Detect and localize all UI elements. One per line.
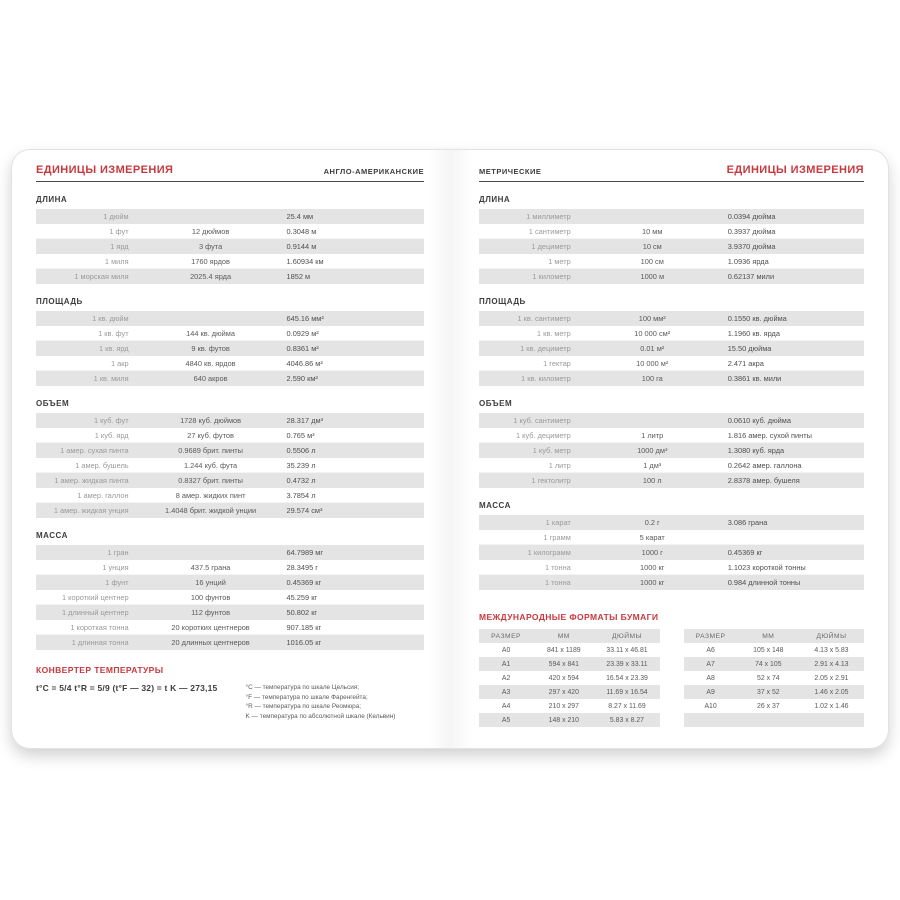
right-page-header xyxy=(479,164,864,182)
value-cell: 0.8361 м² xyxy=(286,344,319,353)
equivalent-cell: 1000 дм³ xyxy=(637,446,668,455)
unit-cell: 1 амер. сухая пинта xyxy=(60,446,129,455)
paper-table xyxy=(684,629,865,727)
size-cell: A6 xyxy=(706,646,715,654)
value-cell: 0.2642 амер. галлона xyxy=(727,461,802,470)
paper-formats xyxy=(479,612,864,727)
value-cell: 35.239 л xyxy=(286,461,316,470)
units-section xyxy=(479,501,864,590)
units-section xyxy=(36,531,424,650)
table-row xyxy=(36,590,424,605)
units-table xyxy=(479,413,864,488)
paper-header-row xyxy=(684,629,865,643)
equivalent-cell: 1000 кг xyxy=(640,563,665,572)
left-sections xyxy=(36,195,424,650)
inches-cell: 1.02 x 1.46 xyxy=(814,702,849,710)
units-section xyxy=(36,399,424,518)
section-title: ПЛОЩАДЬ xyxy=(479,297,526,306)
equivalent-cell: 1000 г xyxy=(641,548,663,557)
equivalent-cell: 20 коротких центнеров xyxy=(171,623,250,632)
value-cell: 4046.86 м² xyxy=(286,359,323,368)
paper-header-cell: РАЗМЕР xyxy=(491,632,522,640)
equivalent-cell: 1 литр xyxy=(641,431,664,440)
paper-row xyxy=(479,671,660,685)
value-cell: 0.3861 кв. мили xyxy=(727,374,782,383)
equivalent-cell: 0.8327 брит. пинты xyxy=(178,476,243,485)
table-row xyxy=(479,209,864,224)
size-cell: A5 xyxy=(501,716,511,724)
unit-cell: 1 короткий центнер xyxy=(62,593,129,602)
equivalent-cell: 100 фунтов xyxy=(190,593,231,602)
equivalent-cell: 20 длинных центнеров xyxy=(171,638,250,647)
paper-row xyxy=(479,685,660,699)
unit-cell: 1 фунт xyxy=(105,578,129,587)
mm-cell: 594 x 841 xyxy=(548,660,579,668)
unit-cell: 1 кв. фут xyxy=(98,329,129,338)
table-row xyxy=(36,254,424,269)
equivalent-cell: 10 см xyxy=(642,242,662,251)
units-left-page xyxy=(12,150,450,748)
unit-cell: 1 килограмм xyxy=(527,548,571,557)
value-cell: 1.816 амер. сухой пинты xyxy=(727,431,812,440)
paper-row xyxy=(684,699,865,713)
value-cell: 0.3937 дюйма xyxy=(727,227,776,236)
section-title: ДЛИНА xyxy=(36,195,68,204)
table-row xyxy=(36,605,424,620)
unit-cell: 1 кв. сантиметр xyxy=(517,314,571,323)
table-row xyxy=(479,311,864,326)
unit-cell: 1 гектолитр xyxy=(531,476,571,485)
table-row xyxy=(36,545,424,560)
value-cell: 0.765 м³ xyxy=(286,431,315,440)
unit-cell: 1 куб. дециметр xyxy=(515,431,571,440)
unit-cell: 1 куб. сантиметр xyxy=(513,416,571,425)
value-cell: 0.45369 кг xyxy=(286,578,322,587)
table-row xyxy=(479,269,864,284)
size-cell: A0 xyxy=(501,646,511,654)
section-title: ПЛОЩАДЬ xyxy=(36,297,83,306)
size-cell: A7 xyxy=(706,660,715,668)
table-row xyxy=(36,341,424,356)
unit-cell: 1 фут xyxy=(109,227,129,236)
paper-row xyxy=(684,685,865,699)
equivalent-cell: 10 000 см² xyxy=(634,329,671,338)
table-row xyxy=(479,545,864,560)
value-cell: 2.471 акра xyxy=(727,359,764,368)
equivalent-cell: 16 унций xyxy=(195,578,226,587)
equivalent-cell: 10 000 м² xyxy=(636,359,669,368)
value-cell: 1.60934 км xyxy=(286,257,324,266)
paper-header-row xyxy=(479,629,660,643)
table-row xyxy=(479,428,864,443)
table-row xyxy=(36,620,424,635)
inches-cell: 5.83 x 8.27 xyxy=(609,716,645,724)
value-cell: 0.0394 дюйма xyxy=(727,212,776,221)
paper-rows xyxy=(684,643,865,727)
unit-cell: 1 амер. жидкая пинта xyxy=(54,476,129,485)
table-row xyxy=(36,575,424,590)
table-row xyxy=(479,458,864,473)
unit-cell: 1 амер. жидкая унция xyxy=(53,506,129,515)
equivalent-cell: 100 га xyxy=(641,374,663,383)
temp-formula: t°C = 5/4 t°R = 5/9 (t°F — 32) = t K — 273,15 xyxy=(36,683,218,693)
unit-cell: 1 миллиметр xyxy=(526,212,571,221)
table-row xyxy=(36,503,424,518)
table-row xyxy=(479,254,864,269)
table-row xyxy=(479,530,864,545)
table-row xyxy=(36,473,424,488)
equivalent-cell: 0.01 м² xyxy=(640,344,665,353)
equivalent-cell: 3 фута xyxy=(198,242,223,251)
table-row xyxy=(36,560,424,575)
page-subtitle: МЕТРИЧЕСКИЕ xyxy=(479,167,542,176)
equivalent-cell: 8 амер. жидких пинт xyxy=(175,491,246,500)
value-cell: 3.9370 дюйма xyxy=(727,242,776,251)
table-row xyxy=(479,473,864,488)
value-cell: 1.0936 ярда xyxy=(727,257,769,266)
units-table xyxy=(36,545,424,650)
equivalent-cell: 640 акров xyxy=(193,374,228,383)
table-row xyxy=(36,311,424,326)
inches-cell: 23.39 x 33.11 xyxy=(606,660,648,668)
value-cell: 0.3048 м xyxy=(286,227,317,236)
left-page-header xyxy=(36,164,424,182)
value-cell: 64.7989 мг xyxy=(286,548,324,557)
equivalent-cell: 2025.4 ярда xyxy=(190,272,232,281)
table-row xyxy=(479,326,864,341)
unit-cell: 1 амер. галлон xyxy=(77,491,129,500)
unit-cell: 1 тонна xyxy=(544,563,571,572)
paper-header-cell: ММ xyxy=(762,632,775,640)
unit-cell: 1 кв. метр xyxy=(536,329,571,338)
value-cell: 3.7854 л xyxy=(286,491,316,500)
units-section xyxy=(479,399,864,488)
page-subtitle: АНГЛО-АМЕРИКАНСКИЕ xyxy=(323,167,424,176)
value-cell: 0.0929 м² xyxy=(286,329,319,338)
value-cell: 1852 м xyxy=(286,272,311,281)
temp-note: °C — температура по шкале Цельсия; xyxy=(245,684,360,691)
inches-cell: 4.13 x 5.83 xyxy=(814,646,849,654)
equivalent-cell: 1.4048 брит. жидкой унции xyxy=(165,506,257,515)
value-cell: 2.8378 амер. бушеля xyxy=(727,476,800,485)
unit-cell: 1 сантиметр xyxy=(528,227,571,236)
table-row xyxy=(36,428,424,443)
paper-header-cell: ДЮЙМЫ xyxy=(611,632,643,640)
table-row xyxy=(36,635,424,650)
inches-cell: 1.46 x 2.05 xyxy=(814,688,849,696)
unit-cell: 1 короткая тонна xyxy=(70,623,129,632)
mm-cell: 37 x 52 xyxy=(757,688,780,696)
equivalent-cell: 1728 куб. дюймов xyxy=(180,416,242,425)
inches-cell: 16.54 x 23.39 xyxy=(606,674,648,682)
section-title: ДЛИНА xyxy=(479,195,511,204)
paper-row xyxy=(684,643,865,657)
size-cell: A1 xyxy=(501,660,511,668)
equivalent-cell: 1760 ярдов xyxy=(191,257,230,266)
paper-rows xyxy=(479,643,660,727)
unit-cell: 1 куб. метр xyxy=(532,446,571,455)
unit-cell: 1 кв. дюйм xyxy=(92,314,129,323)
unit-cell: 1 куб. ярд xyxy=(94,431,129,440)
table-row xyxy=(36,209,424,224)
units-table xyxy=(36,413,424,518)
unit-cell: 1 гектар xyxy=(543,359,571,368)
unit-cell: 1 грамм xyxy=(543,533,571,542)
unit-cell: 1 кв. километр xyxy=(521,374,571,383)
unit-cell: 1 ярд xyxy=(110,242,129,251)
unit-cell: 1 длинный центнер xyxy=(62,608,129,617)
equivalent-cell: 0.2 г xyxy=(644,518,660,527)
unit-cell: 1 метр xyxy=(548,257,571,266)
units-section xyxy=(479,297,864,386)
unit-cell: 1 километр xyxy=(532,272,571,281)
equivalent-cell: 1 дм³ xyxy=(643,461,662,470)
table-row xyxy=(479,224,864,239)
value-cell: 0.45369 кг xyxy=(727,548,763,557)
size-cell: A2 xyxy=(501,674,511,682)
inches-cell: 11.69 x 16.54 xyxy=(606,688,648,696)
value-cell: 50.802 кг xyxy=(286,608,318,617)
value-cell: 1016.05 кг xyxy=(286,638,322,647)
paper-row xyxy=(479,699,660,713)
inches-cell: 2.05 x 2.91 xyxy=(814,674,849,682)
table-row xyxy=(36,443,424,458)
paper-row xyxy=(684,671,865,685)
size-cell: A3 xyxy=(501,688,511,696)
section-title: ОБЪЕМ xyxy=(36,399,70,408)
unit-cell: 1 гран xyxy=(107,548,129,557)
value-cell: 0.5506 л xyxy=(286,446,316,455)
paper-tables xyxy=(479,629,864,727)
unit-cell: 1 кв. дециметр xyxy=(520,344,571,353)
temp-converter xyxy=(36,665,424,721)
unit-cell: 1 морская миля xyxy=(74,272,129,281)
unit-cell: 1 амер. бушель xyxy=(75,461,129,470)
units-table xyxy=(479,209,864,284)
value-cell: 1.1960 кв. ярда xyxy=(727,329,780,338)
equivalent-cell: 100 л xyxy=(642,476,662,485)
table-row xyxy=(36,356,424,371)
unit-cell: 1 тонна xyxy=(544,578,571,587)
units-section xyxy=(36,195,424,284)
paper-row xyxy=(684,713,865,727)
equivalent-cell: 100 см xyxy=(640,257,664,266)
table-row xyxy=(36,371,424,386)
paper-header-cell: РАЗМЕР xyxy=(695,632,726,640)
table-row xyxy=(479,515,864,530)
units-table xyxy=(479,515,864,590)
size-cell: A9 xyxy=(706,688,715,696)
value-cell: 15.50 дюйма xyxy=(727,344,772,353)
value-cell: 0.984 длинной тонны xyxy=(727,578,801,587)
unit-cell: 1 миля xyxy=(104,257,129,266)
value-cell: 1.3080 куб. ярда xyxy=(727,446,785,455)
value-cell: 29.574 см³ xyxy=(286,506,323,515)
equivalent-cell: 437.5 грана xyxy=(190,563,231,572)
units-right-page xyxy=(450,150,888,748)
mm-cell: 420 x 594 xyxy=(548,674,579,682)
unit-cell: 1 акр xyxy=(111,359,129,368)
table-row xyxy=(479,413,864,428)
paper-header-cell: ДЮЙМЫ xyxy=(816,632,847,640)
table-row xyxy=(36,269,424,284)
size-cell: A10 xyxy=(704,702,717,710)
mm-cell: 52 x 74 xyxy=(757,674,780,682)
temp-converter-body xyxy=(36,683,424,721)
unit-cell: 1 унция xyxy=(102,563,129,572)
equivalent-cell: 4840 кв. ярдов xyxy=(185,359,236,368)
inches-cell: 2.91 x 4.13 xyxy=(814,660,849,668)
equivalent-cell: 10 мм xyxy=(642,227,663,236)
value-cell: 907.185 кг xyxy=(286,623,322,632)
paper-table xyxy=(479,629,660,727)
right-sections xyxy=(479,195,864,590)
table-row xyxy=(479,356,864,371)
value-cell: 645.16 мм² xyxy=(286,314,324,323)
equivalent-cell: 0.9689 брит. пинты xyxy=(178,446,243,455)
mm-cell: 841 x 1189 xyxy=(547,646,581,654)
mm-cell: 210 x 297 xyxy=(548,702,579,710)
unit-cell: 1 кв. миля xyxy=(93,374,129,383)
table-row xyxy=(36,488,424,503)
units-table xyxy=(36,209,424,284)
value-cell: 25.4 мм xyxy=(286,212,314,221)
temp-note: °F — температура по шкале Фаренгейта; xyxy=(245,693,368,701)
mm-cell: 74 x 105 xyxy=(755,660,782,668)
table-row xyxy=(479,341,864,356)
section-title: ОБЪЕМ xyxy=(479,399,513,408)
table-row xyxy=(479,560,864,575)
unit-cell: 1 дюйм xyxy=(103,212,129,221)
table-row xyxy=(479,575,864,590)
value-cell: 0.0610 куб. дюйма xyxy=(727,416,791,425)
paper-row xyxy=(684,657,865,671)
section-title: МАССА xyxy=(36,531,68,540)
units-table xyxy=(36,311,424,386)
equivalent-cell: 12 дюймов xyxy=(191,227,230,236)
value-cell: 0.62137 мили xyxy=(727,272,775,281)
table-row xyxy=(479,443,864,458)
page-title: ЕДИНИЦЫ ИЗМЕРЕНИЯ xyxy=(36,164,174,176)
section-title: МАССА xyxy=(479,501,511,510)
table-row xyxy=(36,224,424,239)
value-cell: 2.590 км² xyxy=(286,374,318,383)
table-row xyxy=(36,458,424,473)
page-title: ЕДИНИЦЫ ИЗМЕРЕНИЯ xyxy=(726,164,864,176)
equivalent-cell: 1000 кг xyxy=(640,578,665,587)
table-row xyxy=(479,371,864,386)
temp-note: K — температура по абсолютной шкале (Кельвин) xyxy=(245,712,396,720)
unit-cell: 1 карат xyxy=(545,518,571,527)
table-row xyxy=(36,413,424,428)
value-cell: 28.317 дм³ xyxy=(286,416,324,425)
unit-cell: 1 дециметр xyxy=(531,242,571,251)
value-cell: 0.1550 кв. дюйма xyxy=(727,314,787,323)
unit-cell: 1 длинная тонна xyxy=(71,638,129,647)
equivalent-cell: 1.244 куб. фута xyxy=(184,461,238,470)
equivalent-cell: 5 карат xyxy=(639,533,665,542)
value-cell: 0.9144 м xyxy=(286,242,317,251)
value-cell: 28.3495 г xyxy=(286,563,318,572)
paper-formats-title: МЕЖДУНАРОДНЫЕ ФОРМАТЫ БУМАГИ xyxy=(479,612,659,622)
paper-row xyxy=(479,713,660,727)
table-row xyxy=(479,239,864,254)
equivalent-cell: 1000 м xyxy=(640,272,665,281)
paper-row xyxy=(479,657,660,671)
table-row xyxy=(36,326,424,341)
unit-cell: 1 литр xyxy=(548,461,571,470)
unit-cell: 1 куб. фут xyxy=(93,416,129,425)
inches-cell: 33.11 x 46.81 xyxy=(606,646,648,654)
diary-spread xyxy=(12,150,888,748)
inches-cell: 8.27 x 11.69 xyxy=(608,702,646,710)
temp-note: °R — температура по шкале Реомюра; xyxy=(245,703,362,710)
mm-cell: 105 x 148 xyxy=(753,646,784,654)
mm-cell: 26 x 37 xyxy=(757,702,780,710)
units-table xyxy=(479,311,864,386)
mm-cell: 297 x 420 xyxy=(548,688,579,696)
temp-converter-title: КОНВЕРТЕР ТЕМПЕРАТУРЫ xyxy=(36,665,164,675)
value-cell: 3.086 грана xyxy=(727,518,768,527)
value-cell: 0.4732 л xyxy=(286,476,316,485)
units-section xyxy=(36,297,424,386)
paper-header-cell: ММ xyxy=(557,632,570,640)
units-section xyxy=(479,195,864,284)
unit-cell: 1 кв. ярд xyxy=(98,344,129,353)
equivalent-cell: 112 фунтов xyxy=(191,608,231,617)
equivalent-cell: 9 кв. футов xyxy=(191,344,230,353)
size-cell: A8 xyxy=(706,674,715,682)
equivalent-cell: 144 кв. дюйма xyxy=(186,329,235,338)
mm-cell: 148 x 210 xyxy=(548,716,579,724)
temp-notes xyxy=(246,683,396,721)
equivalent-cell: 27 куб. футов xyxy=(187,431,234,440)
equivalent-cell: 100 мм² xyxy=(638,314,666,323)
table-row xyxy=(36,239,424,254)
value-cell: 45.259 кг xyxy=(286,593,318,602)
value-cell: 1.1023 короткой тонны xyxy=(727,563,806,572)
size-cell: A4 xyxy=(501,702,511,710)
paper-row xyxy=(479,643,660,657)
